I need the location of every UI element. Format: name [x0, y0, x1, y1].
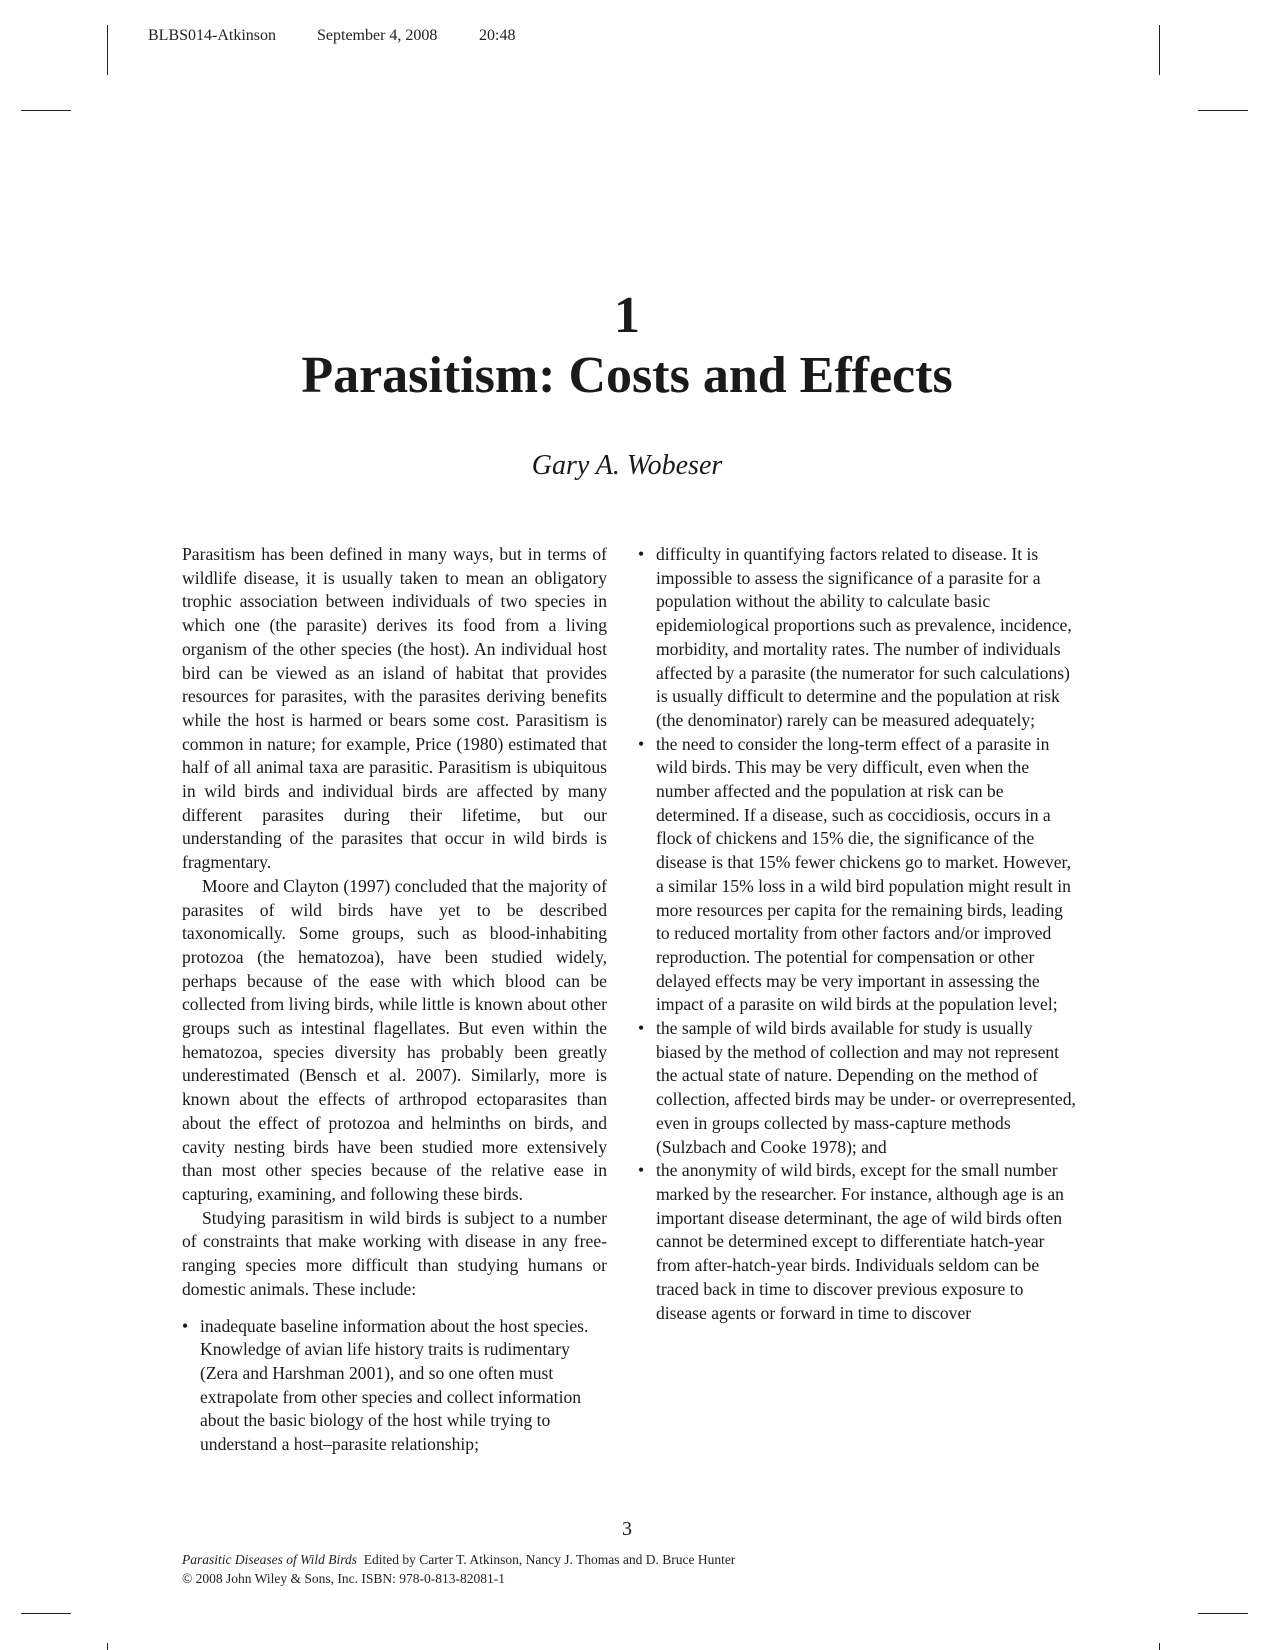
bullet-marker: • [638, 1018, 645, 1039]
bullet-marker: • [182, 1315, 189, 1336]
footer-editors: Edited by Carter T. Atkinson, Nancy J. Thomas and D. Bruce Hunter [363, 1552, 736, 1567]
paragraph: Studying parasitism in wild birds is subject to a number of constraints that make working with disease in any free-ranging species more difficult than studying humans or domestic animals. These include: [182, 1207, 607, 1299]
crop-mark-top-right-vertical [1159, 25, 1160, 75]
crop-mark-top-left-horizontal [21, 110, 71, 111]
list-item [182, 1315, 607, 1457]
list-item [638, 1017, 1078, 1159]
list-item [638, 733, 1078, 1017]
paragraph: Moore and Clayton (1997) concluded that the majority of parasites of wild birds have yet to be described taxonomically. Some groups, such as blood-inhabiting protozoa (the hematozoa), have been studied widely, perhaps because of the ease with which blood can be collected from living birds, while little is known about other groups such as intestinal flagellates. But even within the hematozoa, species diversity has probably been greatly underestimated (Bensch et al. 2007). Similarly, more is known about the effects of arthropod ectoparasites than about the effect of protozoa and helminths on birds, and cavity nesting birds have been studied more extensively than most other species because of the relative ease in capturing, examining, and following these birds. [182, 875, 607, 1204]
list-item-text: the sample of wild birds available for study is usually biased by the method of collection and may not represent the actual state of nature. Depending on the method of collection, affected birds may be under- or overrepresented, even in groups collected by mass-capture methods (Sulzbach and Cooke 1978); and [656, 1018, 1076, 1157]
chapter-title: Parasitism: Costs and Effects [301, 347, 953, 404]
crop-mark-top-left-vertical [107, 25, 108, 75]
list-item-text: difficulty in quantifying factors related to disease. It is impossible to assess the significance of a parasite for a population without the ability to calculate basic epidemiological proportions such as prevalence, incidence, morbidity, and mortality rates. The number of individuals affected by a parasite (the numerator for such calculations) is usually difficult to determine and the population at risk (the denominator) rarely can be measured adequately; [656, 544, 1072, 730]
right-column [638, 543, 1078, 1325]
page-number: 3 [622, 1518, 632, 1540]
crop-mark-bottom-right-vertical [1159, 1643, 1160, 1650]
footer-copyright: © 2008 John Wiley & Sons, Inc. ISBN: 978-0-813-82081-1 [182, 1571, 505, 1586]
list-item [638, 1159, 1078, 1325]
list-item-text: the anonymity of wild birds, except for the small number marked by the researcher. For instance, although age is an important disease determinant, the age of wild birds often cannot be determined except to differentiate hatch-year from after-hatch-year birds. Individuals seldom can be traced back in time to discover previous exposure to disease agents or forward in time to discover [656, 1160, 1064, 1323]
list-item [638, 543, 1078, 733]
paragraph: Parasitism has been defined in many ways, but in terms of wildlife disease, it is usually taken to mean an obligatory trophic association between individuals of two species in which one (the parasite) derives its food from a living organism of the other species (the host). An individual host bird can be viewed as an island of habitat that provides resources for parasites, with the parasites deriving benefits while the host is harmed or bears some cost. Parasitism is common in nature; for example, Price (1980) estimated that half of all animal taxa are parasitic. Parasitism is ubiquitous in wild birds and individual birds are affected by many different parasites during their lifetime, but our understanding of the parasites that occur in wild birds is fragmentary. [182, 544, 607, 873]
crop-mark-top-right-horizontal [1198, 110, 1248, 111]
bullet-marker: • [638, 1160, 645, 1181]
chapter-author: Gary A. Wobeser [531, 450, 723, 481]
bullet-marker: • [638, 733, 645, 754]
list-item-text: the need to consider the long-term effect of a parasite in wild birds. This may be very difficult, even when the number affected and the population at risk can be determined. If a disease, such as coccidiosis, occurs in a flock of chickens and 15% die, the significance of the disease is that 15% fewer chickens go to market. However, a similar 15% loss in a wild bird population might result in more resources per capita for the remaining birds, leading to reduced mortality from other factors and/or improved reproduction. The potential for compensation or other delayed effects may be very important in assessing the impact of a parasite on wild birds at the population level; [656, 733, 1072, 1015]
list-item-text: inadequate baseline information about the host species. Knowledge of avian life history traits is rudimentary (Zera and Harshman 2001), and so one often must extrapolate from other species and collect information about the basic biology of the host while trying to understand a host–parasite relationship; [200, 1315, 589, 1455]
header-code: BLBS014-Atkinson [148, 27, 277, 44]
header-time: 20:48 [479, 27, 516, 44]
footer-book-title: Parasitic Diseases of Wild Birds [182, 1552, 357, 1567]
footer-citation [182, 1550, 735, 1569]
header-date: September 4, 2008 [317, 27, 438, 44]
crop-mark-bottom-left-horizontal [21, 1613, 71, 1614]
bullet-marker: • [638, 544, 645, 564]
crop-mark-bottom-left-vertical [107, 1643, 108, 1650]
bullet-list [182, 1315, 607, 1457]
chapter-number: 1 [614, 287, 640, 344]
bullet-list [638, 543, 1078, 1325]
footer [182, 1550, 735, 1588]
left-column [182, 543, 607, 1457]
crop-mark-bottom-right-horizontal [1198, 1613, 1248, 1614]
